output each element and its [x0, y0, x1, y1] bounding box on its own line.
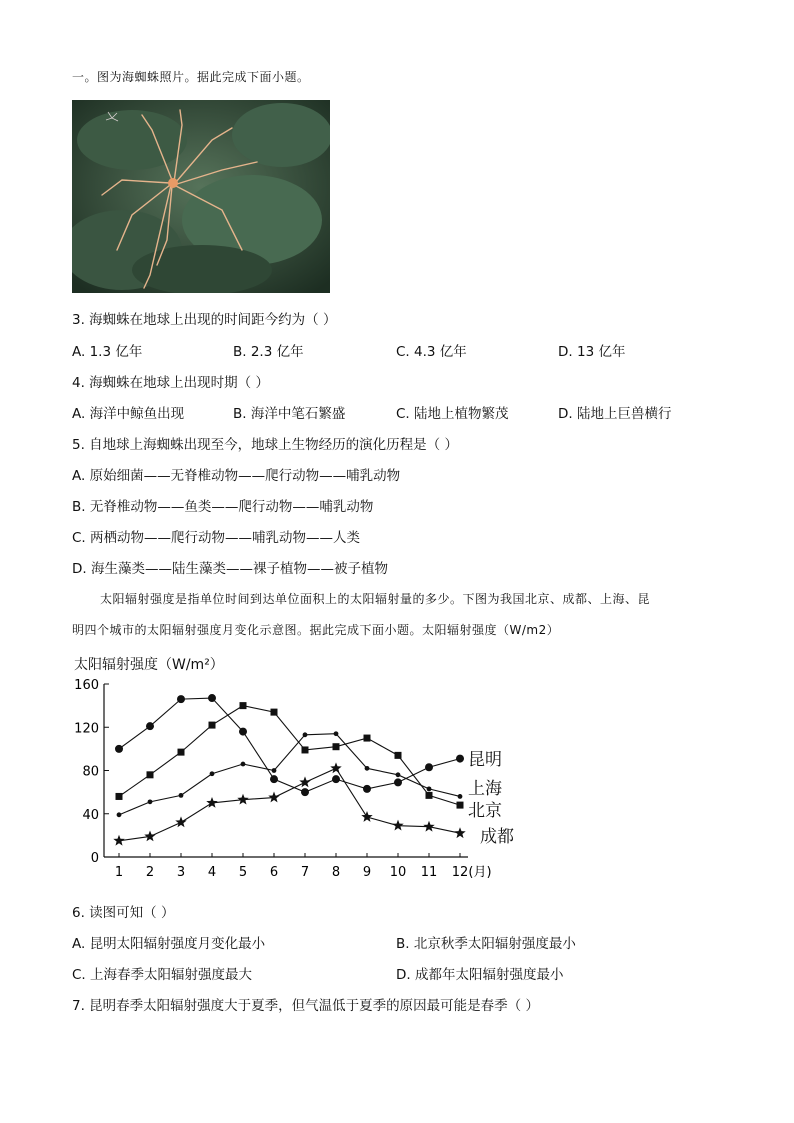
- chart-point: [457, 802, 464, 809]
- sea-spider-photo: [72, 100, 330, 293]
- chart-point: [299, 776, 310, 787]
- chart-point: [364, 735, 371, 742]
- q5-stem: 5. 自地球上海蜘蛛出现至今，地球上生物经历的演化历程是（ ）: [72, 437, 458, 453]
- q4-option-b[interactable]: B. 海洋中笔石繁盛: [233, 406, 346, 422]
- chart-point: [365, 766, 370, 771]
- sea-spider-body: [168, 178, 178, 188]
- chart-point: [177, 695, 185, 703]
- chart-point: [361, 811, 372, 822]
- chart-series-line: [119, 734, 460, 815]
- chart-point: [268, 792, 279, 803]
- chart-y-tick-label: 80: [82, 764, 99, 780]
- chart-point: [239, 728, 247, 736]
- rock: [132, 245, 272, 293]
- chart-point: [272, 768, 277, 773]
- chart-point: [394, 778, 402, 786]
- q3-option-b[interactable]: B. 2.3 亿年: [233, 344, 304, 360]
- chart-point: [116, 793, 123, 800]
- chart-point: [208, 694, 216, 702]
- chart-point: [426, 792, 433, 799]
- chart-x-tick-label: 5: [238, 865, 248, 880]
- chart-point: [270, 775, 278, 783]
- rock: [232, 103, 330, 167]
- chart-series-label: 北京: [468, 801, 502, 821]
- chart-point: [113, 835, 124, 846]
- q4-option-c[interactable]: C. 陆地上植物繁茂: [396, 406, 509, 422]
- chart-point: [115, 745, 123, 753]
- solar-radiation-chart: [68, 650, 518, 882]
- chart-point: [175, 816, 186, 827]
- chart-y-tick-label: 0: [90, 851, 99, 866]
- chart-series-label: 昆明: [468, 750, 502, 770]
- chart-point: [425, 763, 433, 771]
- chart-point: [396, 772, 401, 777]
- q5-option-b[interactable]: B. 无脊椎动物——鱼类——爬行动物——哺乳动物: [72, 499, 374, 515]
- chart-series-上海: [117, 731, 463, 817]
- q4-option-a[interactable]: A. 海洋中鲸鱼出现: [72, 406, 185, 422]
- chart-x-tick-label: 7: [300, 865, 310, 880]
- q4-stem: 4. 海蜘蛛在地球上出现时期（ ）: [72, 375, 269, 391]
- q4-option-d[interactable]: D. 陆地上巨兽横行: [558, 406, 672, 422]
- q5-option-d[interactable]: D. 海生藻类——陆生藻类——裸子植物——被子植物: [72, 561, 388, 577]
- chart-series-label: 上海: [468, 779, 502, 799]
- chart-point: [147, 771, 154, 778]
- q3-option-c[interactable]: C. 4.3 亿年: [396, 344, 467, 360]
- chart-point: [458, 794, 463, 799]
- chart-x-tick-label: 12: [451, 865, 469, 880]
- chart-y-tick-label: 40: [82, 807, 99, 823]
- chart-point: [206, 797, 217, 808]
- chart-point: [178, 749, 185, 756]
- q3-option-d[interactable]: D. 13 亿年: [558, 344, 626, 360]
- chart-point: [427, 786, 432, 791]
- chart-point: [271, 709, 278, 716]
- q7-stem: 7. 昆明春季太阳辐射强度大于夏季，但气温低于夏季的原因最可能是春季（ ）: [72, 998, 539, 1014]
- section1-intro: 一。图为海蜘蛛照片。据此完成下面小题。: [72, 70, 310, 84]
- chart-point: [241, 762, 246, 767]
- chart-y-tick-label: 120: [74, 721, 99, 737]
- chart-x-tick-label: 11: [420, 865, 438, 880]
- chart-series-line: [119, 698, 460, 792]
- q3-stem: 3. 海蜘蛛在地球上出现的时间距今约为（ ）: [72, 312, 337, 328]
- chart-point: [117, 812, 122, 817]
- chart-point: [144, 830, 155, 841]
- chart-x-tick-label: 3: [176, 865, 186, 880]
- q6-stem: 6. 读图可知（ ）: [72, 905, 175, 921]
- chart-point: [237, 794, 248, 805]
- q5-option-c[interactable]: C. 两栖动物——爬行动物——哺乳动物——人类: [72, 530, 361, 546]
- chart-point: [301, 788, 309, 796]
- q6-option-c[interactable]: C. 上海春季太阳辐射强度最大: [72, 967, 253, 983]
- q5-option-a[interactable]: A. 原始细菌——无脊椎动物——爬行动物——哺乳动物: [72, 468, 401, 484]
- chart-point: [334, 731, 339, 736]
- section2-intro-line2: 明四个城市的太阳辐射强度月变化示意图。据此完成下面小题。太阳辐射强度（W/m2）: [72, 623, 560, 637]
- chart-y-axis-label: 太阳辐射强度（W/m²）: [74, 657, 224, 673]
- chart-point: [423, 821, 434, 832]
- q6-option-d[interactable]: D. 成都年太阳辐射强度最小: [396, 967, 564, 983]
- chart-series-label: 成都: [480, 827, 514, 847]
- chart-point: [209, 722, 216, 729]
- chart-point: [363, 785, 371, 793]
- chart-x-tick-label: 10: [389, 865, 407, 880]
- q6-option-b[interactable]: B. 北京秋季太阳辐射强度最小: [396, 936, 576, 952]
- chart-point: [456, 755, 464, 763]
- chart-x-tick-label: 6: [269, 865, 279, 880]
- chart-point: [302, 746, 309, 753]
- chart-point: [179, 793, 184, 798]
- rock: [77, 110, 187, 170]
- chart-point: [454, 827, 465, 838]
- chart-x-tick-label: 2: [145, 865, 155, 880]
- chart-point: [240, 702, 247, 709]
- chart-point: [146, 722, 154, 730]
- chart-point: [332, 775, 340, 783]
- chart-point: [395, 752, 402, 759]
- chart-x-tick-label: 8: [331, 865, 341, 880]
- chart-x-axis-unit: (月): [468, 865, 492, 880]
- chart-point: [330, 762, 341, 773]
- chart-point: [333, 743, 340, 750]
- chart-y-tick-label: 160: [74, 678, 99, 693]
- chart-point: [303, 732, 308, 737]
- q6-option-a[interactable]: A. 昆明太阳辐射强度月变化最小: [72, 936, 266, 952]
- chart-point: [148, 799, 153, 804]
- chart-point: [392, 820, 403, 831]
- chart-x-tick-label: 1: [114, 865, 124, 880]
- chart-point: [210, 771, 215, 776]
- chart-x-tick-label: 9: [362, 865, 372, 880]
- section2-intro-line1: 太阳辐射强度是指单位时间到达单位面积上的太阳辐射量的多少。下图为我国北京、成都、上海、昆: [100, 592, 651, 606]
- chart-x-tick-label: 4: [207, 865, 217, 880]
- chart-series-北京: [116, 702, 464, 808]
- q3-option-a[interactable]: A. 1.3 亿年: [72, 344, 143, 360]
